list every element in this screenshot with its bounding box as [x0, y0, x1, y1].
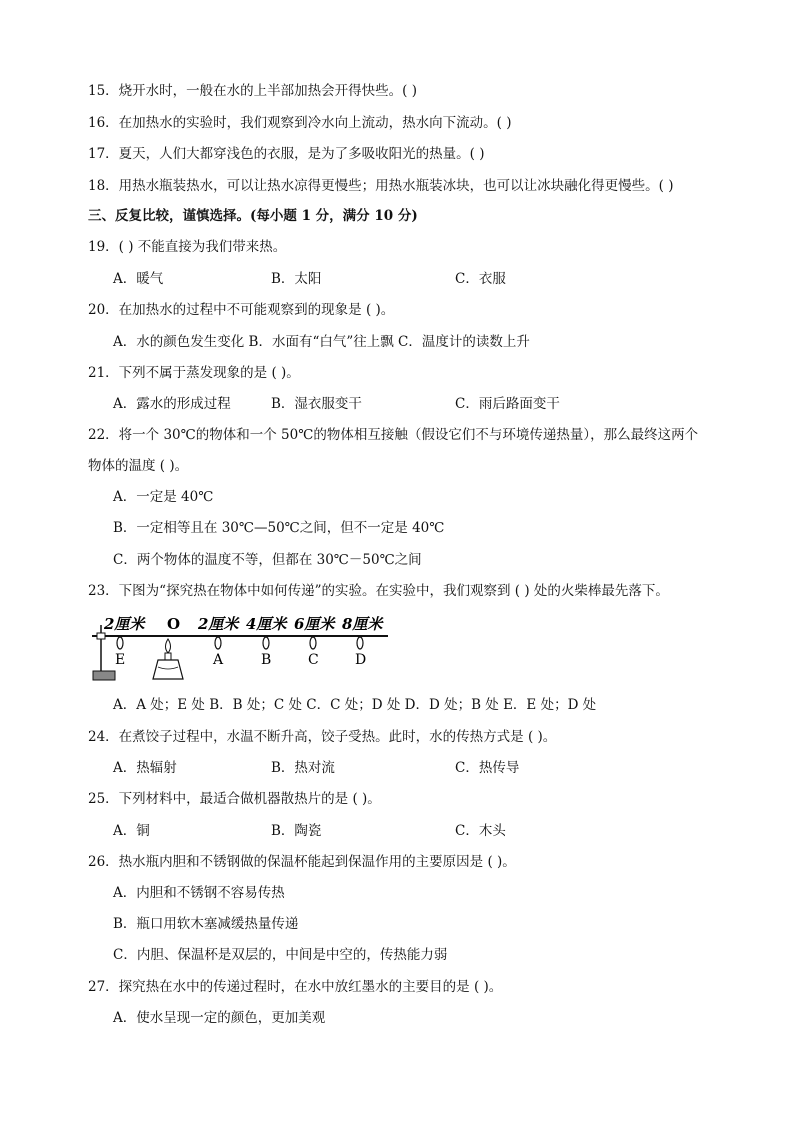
alcohol-lamp-icon [153, 660, 183, 679]
label-2cm: 2厘米 [198, 615, 239, 633]
question-24: 24．在煮饺子过程中，水温不断升高，饺子受热。此时，水的传热方式是 ( )。 [88, 729, 557, 745]
q26-option-b: B．瓶口用软木塞减缓热量传递 [113, 916, 299, 932]
stand-clamp [97, 633, 105, 639]
question-19: 19．( ) 不能直接为我们带来热。 [88, 239, 287, 255]
question-16: 16．在加热水的实验时，我们观察到冷水向上流动，热水向下流动。( ) [88, 115, 512, 131]
match-b [263, 637, 269, 649]
q24-option-b: B．热对流 [271, 760, 335, 776]
q25-option-a: A．铜 [113, 823, 150, 839]
q25-option-c: C．木头 [455, 823, 506, 839]
question-15: 15．烧开水时，一般在水的上半部加热会开得快些。( ) [88, 83, 418, 99]
q21-option-a: A．露水的形成过程 [113, 396, 231, 412]
question-17: 17．夏天，人们大都穿浅色的衣服，是为了多吸收阳光的热量。( ) [88, 146, 485, 162]
heat-conduction-diagram [88, 611, 398, 687]
q22-option-a: A．一定是 40℃ [113, 489, 214, 505]
label-left-2cm: 2厘米 [104, 615, 145, 633]
question-23: 23．下图为“探究热在物体中如何传递”的实验。在实验中，我们观察到 ( ) 处的火柴棒最先落下。 [88, 583, 669, 599]
match-d [357, 637, 363, 649]
q22-option-b: B．一定相等且在 30℃—50℃之间，但不一定是 40℃ [113, 520, 445, 536]
q19-option-a: A．暖气 [113, 271, 164, 287]
lamp-wick-holder [165, 653, 171, 660]
question-21: 21．下列不属于蒸发现象的是 ( )。 [88, 365, 300, 381]
section-3-heading: 三、反复比较，谨慎选择。(每小题 1 分，满分 10 分) [88, 208, 418, 224]
q21-option-c: C．雨后路面变干 [455, 396, 560, 412]
q27-option-a: A．使水呈现一定的颜色，更加美观 [113, 1010, 326, 1026]
heat-conduction-svg [88, 611, 398, 687]
q19-option-b: B．太阳 [271, 271, 322, 287]
point-d: D [355, 652, 367, 668]
q23-options: A．A 处；E 处 B．B 处；C 处 C．C 处；D 处 D．D 处；B 处 E．E 处；D 处 [113, 697, 597, 713]
label-6cm: 6厘米 [294, 615, 335, 633]
question-27: 27．探究热在水中的传递过程时，在水中放红墨水的主要目的是 ( )。 [88, 979, 503, 995]
q20-options: A．水的颜色发生变化 B．水面有“白气”往上飘 C．温度计的读数上升 [113, 334, 530, 350]
question-20: 20．在加热水的过程中不可能观察到的现象是 ( )。 [88, 302, 395, 318]
q24-option-c: C．热传导 [455, 760, 520, 776]
q24-option-a: A．热辐射 [113, 760, 177, 776]
question-18: 18．用热水瓶装热水，可以让热水凉得更慢些；用热水瓶装冰块，也可以让冰块融化得更慢些。( ) [88, 178, 674, 194]
label-origin: O [167, 615, 181, 633]
q26-option-c: C．内胆、保温杯是双层的，中间是中空的，传热能力弱 [113, 947, 448, 963]
point-e: E [115, 652, 126, 668]
point-a: A [213, 652, 224, 668]
q19-option-c: C．衣服 [455, 271, 506, 287]
question-22-line-1: 22．将一个 30℃的物体和一个 50℃的物体相互接触（假设它们不与环境传递热量），那么最终这两个 [88, 427, 699, 443]
flame-icon [166, 639, 171, 653]
question-25: 25．下列材料中，最适合做机器散热片的是 ( )。 [88, 791, 381, 807]
q22-option-c: C．两个物体的温度不等，但都在 30℃－50℃之间 [113, 552, 422, 568]
match-c [310, 637, 316, 649]
stand-base [93, 671, 115, 680]
q26-option-a: A．内胆和不锈钢不容易传热 [113, 885, 285, 901]
match-a [215, 637, 221, 649]
question-26: 26．热水瓶内胆和不锈钢做的保温杯能起到保温作用的主要原因是 ( )。 [88, 854, 516, 870]
point-b: B [261, 652, 272, 668]
q21-option-b: B．湿衣服变干 [271, 396, 362, 412]
match-e [117, 637, 123, 649]
label-8cm: 8厘米 [342, 615, 383, 633]
q25-option-b: B．陶瓷 [271, 823, 322, 839]
point-c: C [308, 652, 319, 668]
question-22-line-2: 物体的温度 ( )。 [88, 458, 189, 474]
label-4cm: 4厘米 [246, 615, 287, 633]
